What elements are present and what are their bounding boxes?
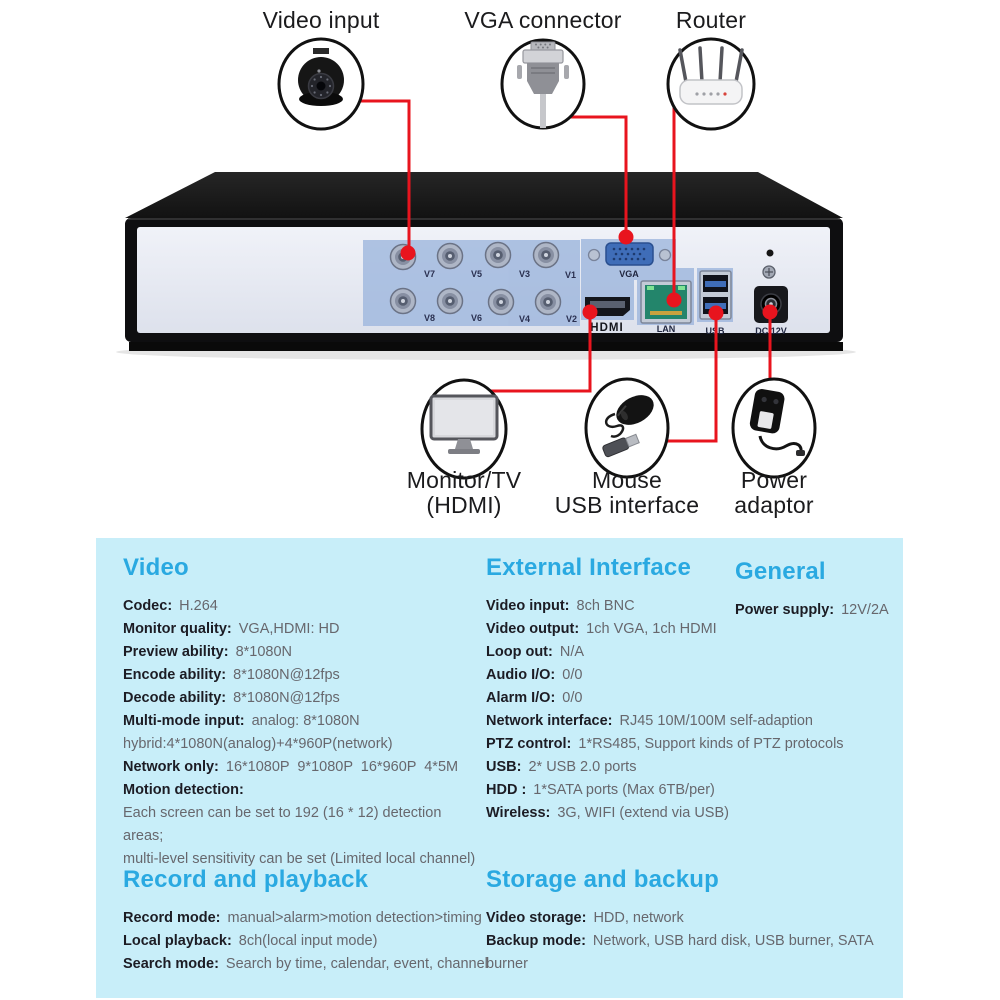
- bnc-label-v3: V3: [519, 269, 531, 279]
- bnc-label-v6: V6: [471, 313, 483, 323]
- spec-row: hybrid:4*1080N(analog)+4*960P(network): [123, 736, 393, 752]
- bnc-label-v2: V2: [566, 314, 578, 324]
- bnc-connector: [438, 244, 463, 269]
- section-storage-backup: [486, 866, 896, 976]
- spec-row: Codec: H.264: [123, 598, 218, 614]
- spec-row: multi-level sensitivity can be set (Limited local channel): [123, 851, 476, 867]
- screw-icon: [763, 266, 775, 278]
- spec-row: Motion detection:: [123, 782, 244, 798]
- spec-row: Decode ability: 8*1080N@12fps: [123, 690, 340, 706]
- dc-port-label: DC 12V: [755, 326, 787, 336]
- bnc-label-v5: V5: [471, 269, 483, 279]
- vga-connector-label: VGA connector: [464, 7, 622, 33]
- power-label-line1: Power: [740, 467, 808, 493]
- bnc-label-v7: V7: [424, 269, 436, 279]
- vga-connector-callout: [502, 40, 584, 128]
- mouse-label: [555, 468, 700, 518]
- spec-row: Network interface: RJ45 10M/100M self-adaption: [486, 713, 813, 729]
- spec-row: Alarm I/O: 0/0: [486, 690, 583, 706]
- section-record-playback: [123, 866, 493, 976]
- spec-row: Monitor quality: VGA,HDMI: HD: [123, 621, 340, 637]
- monitor-label-line2: (HDMI): [426, 492, 502, 518]
- bnc-connector: [534, 243, 559, 268]
- section-external-title: External Interface: [486, 554, 692, 581]
- monitor-label: [407, 468, 521, 518]
- bnc-label-v1: V1: [565, 270, 577, 280]
- spec-row: Preview ability: 8*1080N: [123, 644, 293, 660]
- video-input-label: Video input: [262, 7, 380, 33]
- mouse-label-line1: Mouse: [591, 467, 663, 493]
- spec-row: Wireless: 3G, WIFI (extend via USB): [486, 805, 729, 821]
- spec-row: Audio I/O: 0/0: [486, 667, 583, 683]
- mouse-label-line2: USB interface: [554, 492, 700, 518]
- spec-row: Backup mode: Network, USB hard disk, USB burner, SATA burner: [486, 933, 877, 972]
- dvr-device: [125, 172, 843, 351]
- spec-row: Local playback: 8ch(local input mode): [123, 933, 378, 949]
- router-callout: [668, 39, 754, 129]
- spec-row: Power supply: 12V/2A: [735, 602, 889, 618]
- bnc-label-v4: V4: [519, 314, 531, 324]
- spec-row: Each screen can be set to 192 (16 * 12) detection areas;: [123, 805, 446, 844]
- spec-row: Multi-mode input: analog: 8*1080N: [123, 713, 360, 729]
- spec-row: Video input: 8ch BNC: [486, 598, 635, 614]
- vga-port-label: VGA: [619, 269, 639, 279]
- bnc-connector: [536, 290, 561, 315]
- lan-port-label: LAN: [656, 324, 676, 334]
- power-label: [734, 468, 813, 518]
- spec-row: Encode ability: 8*1080N@12fps: [123, 667, 340, 683]
- bnc-connector: [489, 290, 514, 315]
- spec-row: PTZ control: 1*RS485, Support kinds of PTZ protocols: [486, 736, 844, 752]
- section-storage-title: Storage and backup: [486, 866, 719, 893]
- hdmi-port-label: HDMI: [590, 322, 624, 334]
- power-label-line2: adaptor: [734, 492, 814, 518]
- spec-row: Network only: 16*1080P 9*1080P 16*960P 4*5M: [123, 759, 459, 775]
- router-label: Router: [675, 7, 747, 33]
- bnc-label-v8: V8: [424, 313, 436, 323]
- section-video: [123, 554, 483, 871]
- spec-row: USB: 2* USB 2.0 ports: [486, 759, 637, 775]
- spec-row: Search mode: Search by time, calendar, event, channel: [123, 956, 488, 972]
- spec-row: HDD : 1*SATA ports (Max 6TB/per): [486, 782, 715, 798]
- spec-row: Video output: 1ch VGA, 1ch HDMI: [486, 621, 717, 637]
- section-video-title: Video: [123, 554, 189, 581]
- vent-hole: [767, 250, 774, 257]
- section-record-title: Record and playback: [123, 866, 369, 893]
- mouse-usb-callout: [586, 379, 668, 477]
- monitor-callout: [422, 380, 506, 478]
- bnc-connector: [391, 289, 416, 314]
- section-general: [735, 558, 900, 622]
- dvr-top-face: [125, 172, 843, 218]
- section-general-title: General: [735, 558, 826, 585]
- spec-row: Loop out: N/A: [486, 644, 585, 660]
- spec-panel: [96, 538, 903, 998]
- usb-port-label: USB: [705, 326, 725, 336]
- spec-row: Video storage: HDD, network: [486, 910, 684, 926]
- bnc-connector: [486, 243, 511, 268]
- spec-row: Record mode: manual>alarm>motion detection>timing: [123, 910, 482, 926]
- dvr-base: [129, 342, 843, 351]
- video-input-callout: [279, 39, 363, 129]
- power-adaptor-callout: [733, 379, 815, 477]
- bnc-connector: [438, 289, 463, 314]
- monitor-label-line1: Monitor/TV: [406, 467, 522, 493]
